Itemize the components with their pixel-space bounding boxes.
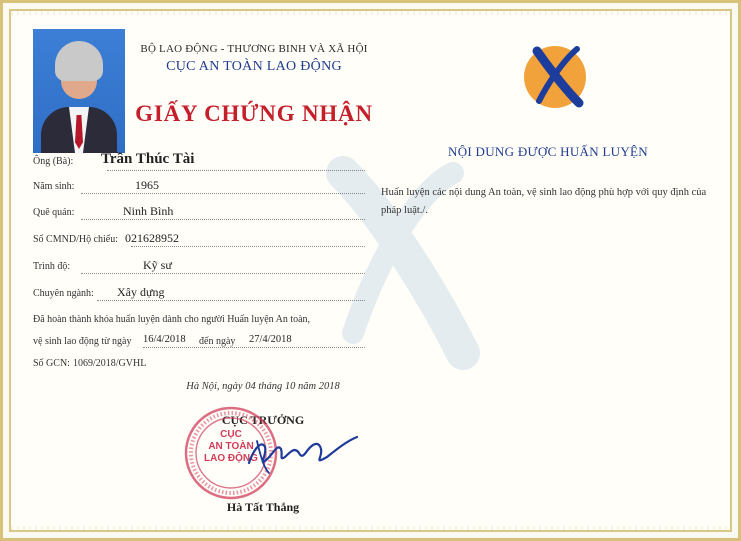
- holder-photo: [33, 29, 125, 153]
- signature: [243, 421, 363, 477]
- safety-logo-icon: [519, 39, 591, 111]
- completion-line-1: Đã hoàn thành khóa huấn luyện dành cho người Huấn luyện An toàn,: [33, 314, 311, 325]
- signer-title: CỤC TRƯỞNG: [221, 413, 305, 427]
- hometown-value: Ninh Bình: [123, 204, 174, 218]
- stamp-text: CỤC AN TOÀN LAO ĐỘNG: [204, 429, 258, 464]
- birth-value: 1965: [135, 178, 159, 192]
- name-value: Trần Thúc Tài: [101, 151, 195, 167]
- to-date: 27/4/2018: [249, 334, 292, 345]
- major-label: Chuyên ngành:: [33, 288, 94, 299]
- birth-label: Năm sinh:: [33, 181, 75, 192]
- name-label: Ông (Bà):: [33, 156, 74, 167]
- major-value: Xây dựng: [117, 285, 165, 299]
- hometown-label: Quê quán:: [33, 207, 75, 218]
- certificate-title: GIẤY CHỨNG NHẬN: [135, 101, 373, 126]
- gcn-value: 1069/2018/GVHL: [73, 358, 147, 369]
- id-label: Số CMND/Hộ chiếu:: [33, 234, 118, 245]
- level-value: Kỹ sư: [143, 258, 172, 272]
- from-date: 16/4/2018: [143, 334, 186, 345]
- training-content: Huấn luyện các nội dung An toàn, vệ sinh lao động phù hợp với quy định của pháp luật./.: [381, 187, 707, 216]
- id-value: 021628952: [125, 231, 179, 245]
- to-label: đến ngày: [199, 336, 236, 347]
- place-and-date: Hà Nội, ngày 04 tháng 10 năm 2018: [186, 381, 340, 392]
- ministry-name: BỘ LAO ĐỘNG - THƯƠNG BINH VÀ XÃ HỘI: [140, 43, 368, 55]
- gcn-label: Số GCN:: [33, 358, 70, 369]
- training-heading: NỘI DUNG ĐƯỢC HUẤN LUYỆN: [448, 144, 648, 159]
- level-label: Trình độ:: [33, 261, 71, 272]
- completion-line-2-prefix: vệ sinh lao động từ ngày: [33, 336, 132, 347]
- department-name: CỤC AN TOÀN LAO ĐỘNG: [166, 59, 342, 74]
- signer-name: Hà Tất Thắng: [226, 500, 300, 514]
